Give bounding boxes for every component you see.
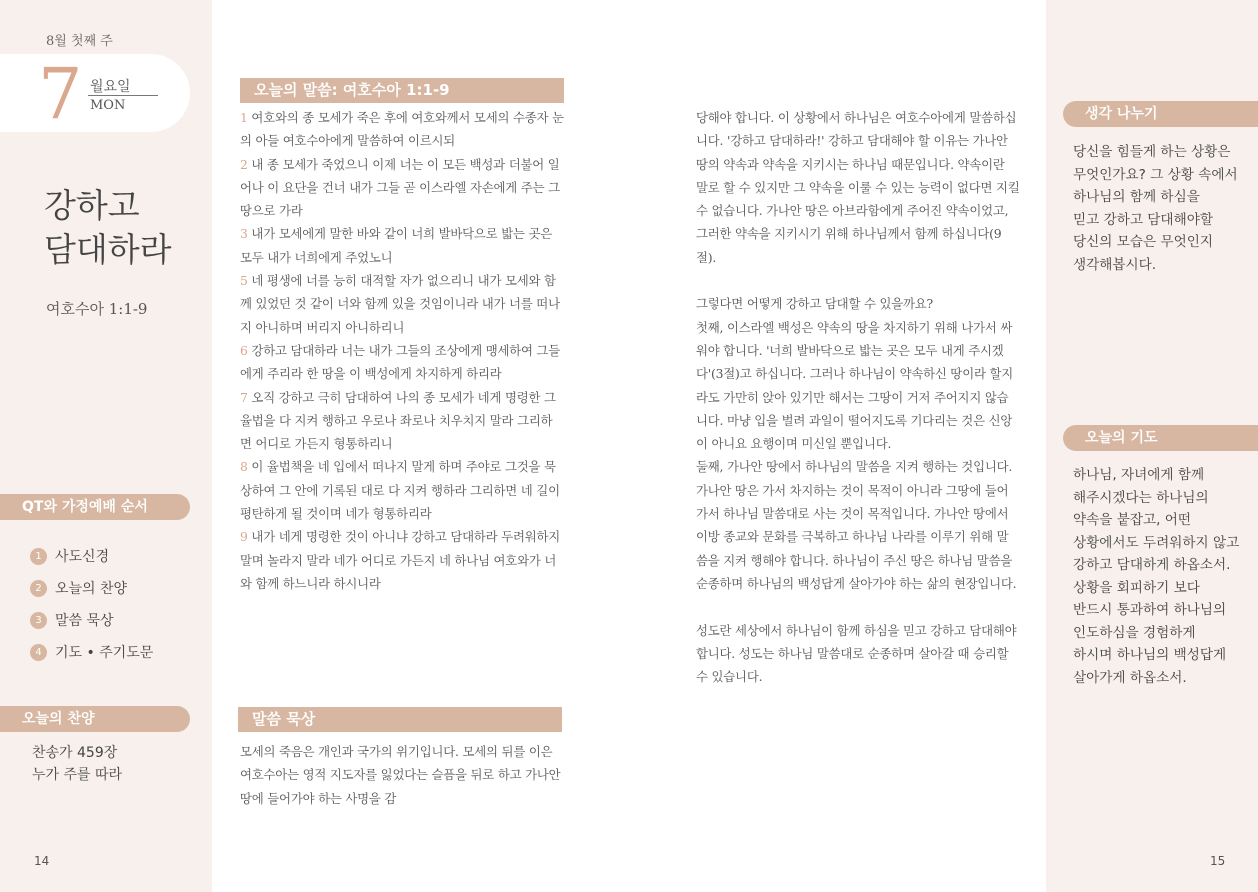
step-label: 오늘의 찬양	[55, 581, 128, 597]
scripture-heading: 오늘의 말씀: 여호수아 1:1-9	[240, 78, 564, 103]
list-item	[30, 572, 153, 604]
meditation-body	[696, 106, 1020, 688]
step-label: 기도 • 주기도문	[55, 645, 154, 661]
verse	[240, 455, 564, 525]
list-item	[30, 636, 153, 668]
verse-number: 8	[240, 459, 248, 475]
verse	[240, 386, 564, 456]
list-item	[30, 604, 153, 636]
qt-steps-list	[30, 540, 153, 668]
verse-number: 7	[240, 389, 248, 405]
list-item	[30, 540, 153, 572]
day-number: 7	[38, 53, 83, 135]
meditation-paragraph: 첫째, 이스라엘 백성은 약속의 땅을 차지하기 위해 나가서 싸워야 합니다. '너희 발바닥으로 밟는 곳은 모두 내게 주시겠다'(3절)고 하십니다. 그러나 하나님이 약속하신 땅이라 할지라도 가만히 앉아 있기만 해서는 그땅이 거저 주어지지 않습니다. 마냥 입을 벌려 과일이 떨어지도록 기다리는 것은 신앙이 아니요 요행이며 미신일 뿐입니다.	[696, 319, 1014, 452]
verse	[240, 339, 564, 386]
verse-text: 이 율법책을 네 입에서 떠나지 말게 하며 주야로 그것을 묵상하여 그 안에 기록된 대로 다 지켜 행하라 그리하면 네 길이 평탄하게 될 것이며 네가 형통하리라	[240, 459, 560, 522]
step-number-badge: 3	[30, 612, 47, 629]
meditation-intro: 모세의 죽음은 개인과 국가의 위기입니다. 모세의 뒤를 이은 여호수아는 영적 지도자를 잃었다는 슬픔을 뒤로 하고 가나안 땅에 들어가야 하는 사명을 감	[240, 744, 561, 806]
verse-number: 1	[240, 110, 248, 125]
verse	[240, 153, 564, 223]
meditation-heading: 말씀 묵상	[238, 707, 562, 732]
think-text: 당신을 힘들게 하는 상황은 무엇인가요? 그 상황 속에서 하나님의 함께 하심을 믿고 강하고 담대해야할 당신의 모습은 무엇인지 생각해봅시다.	[1073, 144, 1238, 273]
verse-text: 내가 모세에게 말한 바와 같이 너희 발바닥으로 밟는 곳은 모두 내가 너희에게 주었노니	[240, 226, 553, 265]
verse-text: 내가 네게 명령한 것이 아니냐 강하고 담대하라 두려워하지 말며 놀라지 말라 네가 어디로 가든지 네 하나님 여호와가 너와 함께 하느니라 하시니라	[240, 529, 561, 591]
page-number-left: 14	[34, 854, 50, 868]
step-number-badge: 4	[30, 644, 47, 661]
verse-number: 3	[240, 226, 248, 242]
verse	[240, 106, 564, 153]
day-of-week-en: MON	[90, 98, 126, 113]
step-label: 사도신경	[55, 549, 110, 565]
week-label: 8월 첫째 주	[46, 34, 113, 49]
verse-text: 오직 강하고 극히 담대하여 나의 종 모세가 네게 명령한 그 율법을 다 지켜 행하고 우로나 좌로나 치우치지 말라 그리하면 어디로 가든지 형통하리니	[240, 389, 556, 452]
verse	[240, 269, 564, 339]
meditation-paragraph: 당해야 합니다. 이 상황에서 하나님은 여호수아에게 말씀하십니다. '강하고 담대하라!' 강하고 담대해야 할 이유는 가나안 땅의 약속과 약속을 지키시는 하나님 때문입니다. 약속이란 말로 할 수 있지만 그 약속을 이룰 수 있는 능력이 없다면 지킬 수 없습니다. 가나안 땅은 아브라함에게 주어진 약속이었고, 그러한 약속을 지키시기 위해 하나님께서 함께 하십니다(9절).	[696, 110, 1020, 265]
meditation-paragraph: 성도란 세상에서 하나님이 함께 하심을 믿고 강하고 담대해야 합니다. 성도는 하나님 말씀대로 순종하며 살아갈 때 승리할 수 있습니다.	[696, 622, 1017, 685]
title-line-1: 강하고	[44, 186, 140, 225]
meditation-paragraph: 둘째, 가나안 땅에서 하나님의 말씀을 지켜 행하는 것입니다. 가나안 땅은 가서 차지하는 것이 목적이 아니라 그땅에 들어가서 하나님 말씀대로 사는 것이 목적입니다. 가나안 땅에서 이방 종교와 문화를 극복하고 하나님 나라를 이루기 위해 말씀을 지켜 행해야 합니다. 하나님이 주신 땅은 하나님 말씀을 순종하며 하나님의 백성답게 살아가야 하는 삶의 현장입니다.	[696, 459, 1017, 591]
verse-number: 5	[240, 273, 248, 289]
verse-text: 강하고 담대하라 너는 내가 그들의 조상에게 맹세하여 그들에게 주리라 한 땅을 이 백성에게 차지하게 하리라	[240, 342, 561, 382]
verse-number: 6	[240, 342, 248, 358]
verse-text: 내 종 모세가 죽었으니 이제 너는 이 모든 백성과 더불어 일어나 이 요단을 건너 내가 그들 곧 이스라엘 자손에게 주는 그 땅으로 가라	[240, 156, 560, 219]
hymn-heading: 오늘의 찬양	[0, 706, 190, 732]
page-number-right: 15	[1210, 854, 1226, 868]
hymn-info	[32, 742, 122, 786]
hymn-number: 찬송가 459장	[32, 745, 118, 761]
scripture-reference: 여호수아 1:1-9	[46, 300, 148, 318]
qt-order-heading: QT와 가정예배 순서	[0, 494, 190, 520]
hymn-title: 누가 주를 따라	[32, 767, 123, 783]
verse-number: 2	[240, 156, 248, 172]
prayer-heading: 오늘의 기도	[1063, 425, 1258, 451]
title-line-2: 담대하라	[44, 230, 172, 269]
verse-text: 여호와의 종 모세가 죽은 후에 여호와께서 모세의 수종자 눈의 아들 여호수아에게 말씀하여 이르시되	[240, 110, 564, 149]
verse	[240, 525, 564, 595]
step-number-badge: 1	[30, 548, 47, 565]
verse-number: 9	[240, 529, 248, 545]
think-heading: 생각 나누기	[1063, 101, 1258, 127]
day-divider	[88, 95, 158, 96]
meditation-paragraph: 그렇다면 어떻게 강하고 담대할 수 있을까요?	[696, 296, 933, 312]
verse-text: 네 평생에 너를 능히 대적할 자가 없으리니 내가 모세와 함께 있었던 것 같이 너와 함께 있을 것임이니라 내가 너를 떠나지 아니하며 버리지 아니하리니	[240, 273, 560, 335]
step-label: 말씀 묵상	[55, 613, 114, 629]
page-title	[44, 184, 172, 272]
prayer-text: 하나님, 자녀에게 함께 해주시겠다는 하나님의 약속을 붙잡고, 어떤 상황에서도 두려워하지 않고 강하고 담대하게 하옵소서. 상황을 회피하기 보다 반드시 통과하여 하나님의 인도하심을 경험하게 하시며 하나님의 백성답게 살아가게 하옵소서.	[1073, 467, 1240, 686]
scripture-verses	[240, 106, 564, 595]
day-of-week-ko: 월요일	[90, 79, 131, 95]
verse	[240, 222, 564, 269]
step-number-badge: 2	[30, 580, 47, 597]
